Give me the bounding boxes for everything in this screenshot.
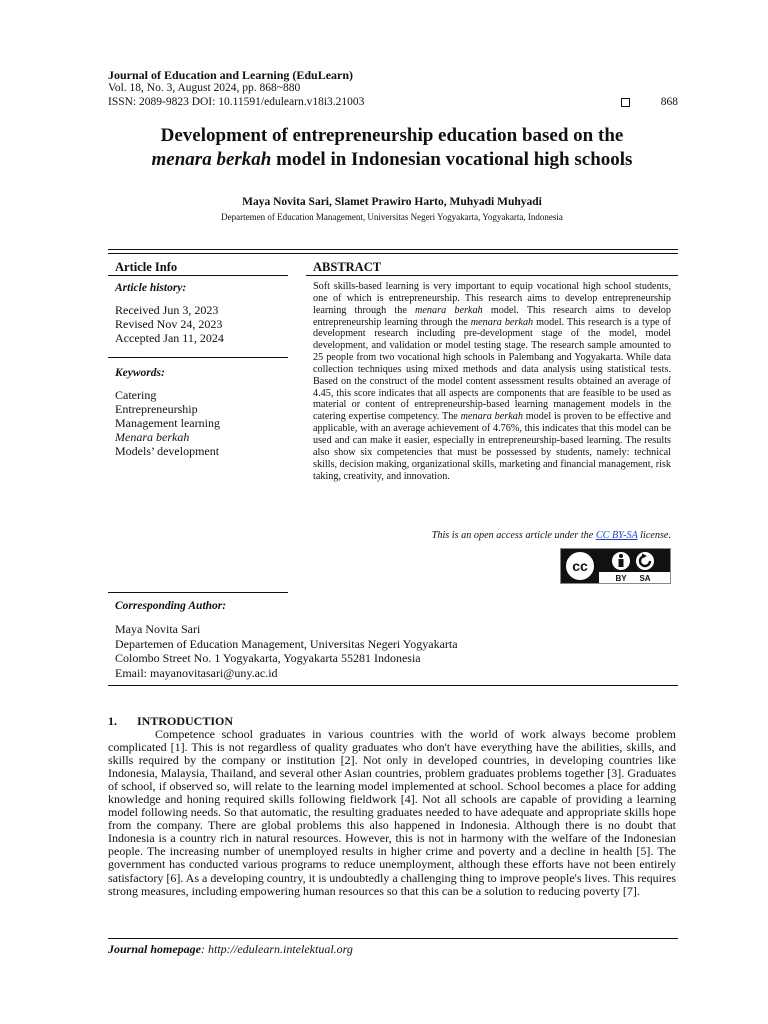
keyword-item: Models’ development	[115, 444, 220, 458]
keyword-item: Entrepreneurship	[115, 402, 198, 416]
volume-info: Vol. 18, No. 3, August 2024, pp. 868~880	[108, 82, 301, 94]
article-history-heading: Article history:	[115, 282, 187, 294]
author-email: Email: mayanovitasari@uny.ac.id	[115, 665, 278, 680]
abstract-italic-term: menara berkah	[460, 411, 523, 423]
section-title: INTRODUCTION	[137, 714, 234, 728]
accepted-date: Accepted Jan 11, 2024	[115, 331, 224, 345]
license-text-end: license.	[637, 530, 671, 541]
article-info-rule	[108, 275, 288, 276]
paper-title	[100, 124, 684, 172]
journal-name: Journal of Education and Learning (EduLearn)	[108, 68, 354, 82]
corresponding-author-details	[115, 622, 458, 680]
keyword-item: Management learning	[115, 416, 220, 430]
license-text: This is an open access article under the	[431, 530, 596, 541]
abstract-segment: model. This research is a type of development research including pre-development stage of the model, model development, and validation or model testing stage. The research sample amounted to 25 people from two vocational high schools in Palembang and Yogyakarta. While data collection techniques using mixed methods and data analysis using statistical tests. Based on the construct of the model content assessment results obtained an average of 4.45, this score indicates that all aspects are components that are feasible to be used as material or content of entrepreneurship-based learning management models in the catering expertise competency. The	[313, 316, 671, 423]
abstract-heading: ABSTRACT	[313, 260, 382, 274]
author-list: Maya Novita Sari, Slamet Prawiro Harto, Muhyadi Muhyadi	[242, 196, 542, 208]
homepage-label: Journal homepage	[108, 942, 202, 956]
issn-doi: ISSN: 2089-9823 DOI: 10.11591/edulearn.v18i3.21003	[108, 96, 365, 108]
cc-by-sa-link[interactable]: CC BY-SA	[595, 530, 638, 541]
keyword-item: Catering	[115, 388, 157, 402]
cc-by-sa-badge[interactable]	[560, 548, 671, 584]
abstract-segment: Soft skills-based learning is very important to equip vocational high school students, one of which is entrepreneurship. This research aims to develop entrepreneurship learning through the	[313, 281, 671, 316]
cc-badge-graphic	[561, 549, 670, 583]
page-number: 868	[660, 96, 678, 108]
keyword-item: Menara berkah	[115, 430, 190, 444]
abstract-rule	[306, 275, 678, 276]
sa-label: SA	[639, 574, 651, 583]
revised-date: Revised Nov 24, 2023	[115, 317, 223, 331]
abstract-text	[313, 281, 671, 482]
keywords-rule	[108, 592, 288, 593]
share-alike-icon	[635, 551, 655, 571]
affiliation: Departemen of Education Management, Universitas Negeri Yogyakarta, Yogyakarta, Indonesia	[221, 212, 563, 222]
title-line-1: Development of entrepreneurship education based on the	[160, 125, 624, 146]
author-department: Departemen of Education Management, Universitas Negeri Yogyakarta	[115, 636, 458, 651]
corresponding-author-heading: Corresponding Author:	[115, 600, 227, 612]
history-rule	[108, 357, 288, 358]
square-bullet-icon	[621, 98, 630, 107]
introduction-body: Competence school graduates in various countries with the world of work always become problem complicated [1]. This is not regardless of quality graduates who don't have everything have the abilities, skills, and skills required by the company or institution [2]. Not only in developed countries, in developing countries like Indonesia, Malaysia, Thailand, and several other Asian countries, problem graduates problems together [3]. Graduates of school, if observed so, will relate to the learning model implemented at school. School becomes a place for adding knowledge and honing required skills following fieldwork [4]. Not all schools are capable of providing a learning model following needs. So that automatic, the resulting graduates needed to have adequate and appropriate skills hope from the company. There are global problems this also happened in Indonesia. Although there is no doubt that Indonesia is a country rich in natural resources. However, this is not in harmony with the welfare of the Indonesian people. The increasing number of unemployed results in higher crime and poverty and a decline in health [5]. The government has conducted various programs to reduce unemployment, although these efforts have not been entirely satisfactory [6]. As a developing country, it is undoubtedly a challenging thing to improve people's lives. This requires strong measures, including empowering human resources so that this can be a solution to reducing poverty [7].	[108, 727, 676, 898]
journal-homepage	[108, 942, 353, 957]
title-line-2-rest: model in Indonesian vocational high schools	[271, 149, 633, 170]
cc-badge-label: cc	[572, 558, 588, 574]
double-divider	[108, 249, 678, 254]
homepage-url[interactable]: : http://edulearn.intelektual.org	[201, 942, 353, 956]
received-date: Received Jun 3, 2023	[115, 303, 219, 317]
keywords-heading: Keywords:	[115, 367, 165, 379]
abstract-italic-term: menara berkah	[415, 304, 483, 316]
by-label: BY	[615, 574, 627, 583]
front-matter-bottom-rule	[108, 685, 678, 686]
author-name: Maya Novita Sari	[115, 622, 201, 636]
footer-rule	[108, 938, 678, 939]
article-info-heading: Article Info	[115, 260, 178, 274]
abstract-segment: model. This research aims to develop entrepreneurship learning through the	[313, 304, 671, 328]
abstract-italic-term: menara berkah	[470, 316, 534, 328]
abstract-segment: model is proven to be effective and applicable, with an average achievement of 4.76%, this indicates that this model can be used and can make it easier, especially in entrepreneurship-based learning. The results also show six competencies that must be possessed by students, namely: technical skills, decision making, organizational skills, marketing and financial management, risk taking, creativity, and innovation.	[313, 411, 671, 482]
license-note	[300, 530, 671, 541]
title-italic-term: menara berkah	[151, 149, 272, 170]
author-address: Colombo Street No. 1 Yogyakarta, Yogyakarta 55281 Indonesia	[115, 651, 421, 665]
section-number: 1.	[108, 714, 117, 728]
title-line-2	[100, 148, 684, 172]
